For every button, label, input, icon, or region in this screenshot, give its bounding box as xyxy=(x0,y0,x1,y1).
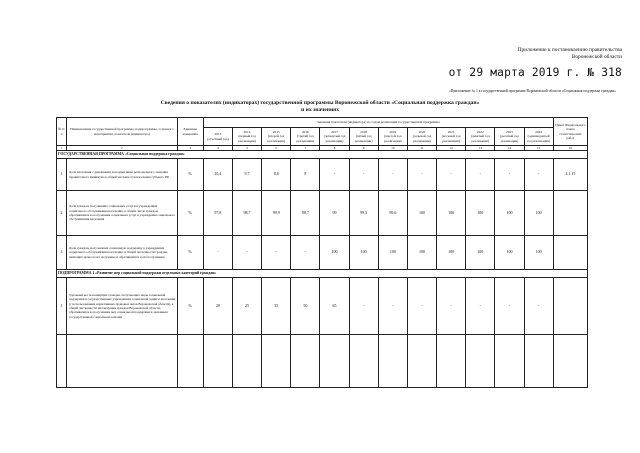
section-row xyxy=(57,270,588,278)
value-cell: 97,8 xyxy=(203,191,232,236)
indicator-name: Доля населения с денежными доходами ниже регионального значения прожиточного минимума в общей численности населения субъекта РФ xyxy=(67,159,178,191)
empty-cell xyxy=(553,335,587,388)
header-row-top xyxy=(57,118,588,128)
column-number: 3 xyxy=(177,146,203,151)
title-line-2: и их значениях xyxy=(301,107,339,113)
value-cell: - xyxy=(407,159,436,191)
value-cell: 99 xyxy=(320,191,349,236)
year-label: 2015 xyxy=(272,129,280,134)
empty-cell xyxy=(57,335,67,388)
value-cell: 100 xyxy=(495,236,524,270)
value-cell: 10,4 xyxy=(203,159,232,191)
table-row xyxy=(57,278,588,335)
section-row xyxy=(57,151,588,159)
value-cell: - xyxy=(349,278,378,335)
table-row-continuation xyxy=(57,335,588,388)
value-cell: 100 xyxy=(524,191,553,236)
row-number: 1 xyxy=(57,278,67,335)
year-note: (первый год реализации) xyxy=(238,134,256,143)
value-cell: - xyxy=(524,159,553,191)
col-header-unit: Единицы измерения xyxy=(177,118,203,146)
value-cell: - xyxy=(378,278,407,335)
column-number: 5 xyxy=(232,146,261,151)
value-cell: 99,9 xyxy=(262,191,291,236)
value-cell: - xyxy=(524,278,553,335)
value-cell: 35 xyxy=(262,278,291,335)
value-cell: - xyxy=(437,278,466,335)
value-cell: - xyxy=(232,236,261,270)
year-label: 2024 xyxy=(535,129,542,134)
value-cell: 100 xyxy=(407,191,436,236)
year-label: 2022 xyxy=(476,129,484,134)
column-number: 15 xyxy=(524,146,553,151)
value-cell: 65 xyxy=(320,278,349,335)
dept-cell xyxy=(553,278,587,335)
col-header-name: Наименование государственной программы, подпрограммы, основного мероприятия, показателя (индикатора) xyxy=(67,118,178,146)
year-label: 2019 xyxy=(389,129,397,134)
year-note: (седьмой год реализации) xyxy=(412,134,432,143)
document-title xyxy=(0,100,640,114)
value-cell: 25 xyxy=(232,278,261,335)
value-cell: 100 xyxy=(466,191,495,236)
year-note: (второй год реализации) xyxy=(267,134,286,143)
empty-cell xyxy=(320,335,349,388)
year-label: 2014 xyxy=(243,129,251,134)
year-header xyxy=(466,128,495,146)
value-cell: - xyxy=(291,236,320,270)
col-header-values-group: Значения показателя (индикатора) по годам реализации государственной программы xyxy=(203,118,553,128)
value-cell: - xyxy=(495,278,524,335)
year-label: 2021 xyxy=(447,129,455,134)
appendix-line-1: Приложение к постановлению правительства xyxy=(517,47,622,53)
empty-cell xyxy=(466,335,495,388)
year-note: (девятый год реализации) xyxy=(471,134,490,143)
value-cell: 100 xyxy=(524,236,553,270)
value-cell: 100 xyxy=(378,236,407,270)
column-number: 6 xyxy=(262,146,291,151)
col-header-num: № п/п xyxy=(57,118,67,146)
year-header xyxy=(203,128,232,146)
value-cell: 100 xyxy=(349,236,378,270)
empty-cell xyxy=(67,335,178,388)
unit-cell: % xyxy=(177,278,203,335)
value-cell: 98,7 xyxy=(232,191,261,236)
empty-cell xyxy=(349,335,378,388)
year-note: (восьмой год реализации) xyxy=(441,134,461,143)
value-cell: 9,7 xyxy=(232,159,261,191)
year-header xyxy=(407,128,436,146)
empty-cell xyxy=(378,335,407,388)
program-appendix-note: «Приложение № 1 к государственной программе Воронежской области «Социальная поддержка граждан» xyxy=(448,89,616,93)
year-note: (десятый год реализации) xyxy=(500,134,519,143)
value-cell: - xyxy=(437,159,466,191)
title-line-1: Сведения о показателях (индикаторах) государственной программы Воронежской области «Социальная поддержка граждан» xyxy=(160,100,480,106)
column-number: 2 xyxy=(67,146,178,151)
year-note: (четвертый год реализации) xyxy=(323,134,346,143)
year-header xyxy=(437,128,466,146)
column-number: 13 xyxy=(466,146,495,151)
year-header xyxy=(232,128,261,146)
column-number: 4 xyxy=(203,146,232,151)
year-header xyxy=(320,128,349,146)
column-number: 11 xyxy=(407,146,436,151)
year-note: (отчетный год) xyxy=(207,136,229,141)
year-note: (шестой год реализации) xyxy=(383,134,402,143)
value-cell: 100 xyxy=(320,236,349,270)
year-label: 2018 xyxy=(360,129,368,134)
value-cell: 100 xyxy=(495,191,524,236)
unit-cell: % xyxy=(177,236,203,270)
value-cell: 100 xyxy=(437,236,466,270)
dept-cell xyxy=(553,191,587,236)
indicator-name: Удельный вес малоимущих граждан, получающих меры социальной поддержки в государственных учреждениях социальной защиты населения (с использованием нормативных правовых актов Воронежской области), в общей численности малоимущих граждан Воронежской области, обратившихся за получением мер социальной поддержки и оказанием государственной социальной помощи xyxy=(67,278,178,335)
value-cell: - xyxy=(407,278,436,335)
column-number: 12 xyxy=(437,146,466,151)
column-number: 9 xyxy=(349,146,378,151)
year-note: (пятый год реализации) xyxy=(354,134,373,143)
value-cell: 100 xyxy=(466,236,495,270)
row-number: 3 xyxy=(57,236,67,270)
value-cell: - xyxy=(320,159,349,191)
value-cell: - xyxy=(466,159,495,191)
empty-cell xyxy=(291,335,320,388)
row-number: 2 xyxy=(57,191,67,236)
indicator-name: Доля граждан, получающих социальную поддержку в учреждениях социального обслуживания населения, в общей численности граждан, имеющих право на их получение и обратившихся за их получением xyxy=(67,236,178,270)
indicators-table xyxy=(56,117,588,388)
value-cell: - xyxy=(203,236,232,270)
table-row xyxy=(57,191,588,236)
row-number: 1 xyxy=(57,159,67,191)
empty-cell xyxy=(407,335,436,388)
column-number: 14 xyxy=(495,146,524,151)
column-number: 10 xyxy=(378,146,407,151)
empty-cell xyxy=(524,335,553,388)
table-row xyxy=(57,236,588,270)
year-label: 2020 xyxy=(418,129,426,134)
appendix-line-2: Воронежской области xyxy=(571,54,622,60)
column-number: 1 xyxy=(57,146,67,151)
value-cell: 8,8 xyxy=(262,159,291,191)
year-label: 2023 xyxy=(506,129,513,134)
year-label: 2016 xyxy=(301,129,309,134)
column-number: 16 xyxy=(553,146,587,151)
value-cell: 99,6 xyxy=(378,191,407,236)
year-header xyxy=(349,128,378,146)
year-header xyxy=(524,128,553,146)
empty-cell xyxy=(437,335,466,388)
section-subprogram-title: ПОДПРОГРАММА 1 «Развитие мер социальной поддержки отдельных категорий граждан» xyxy=(57,270,588,278)
year-note: (третий год реализации) xyxy=(296,134,315,143)
value-cell: 50 xyxy=(291,278,320,335)
decree-appendix-note xyxy=(518,47,622,61)
unit-cell: % xyxy=(177,159,203,191)
column-number: 7 xyxy=(291,146,320,151)
unit-cell: % xyxy=(177,191,203,236)
empty-cell xyxy=(495,335,524,388)
year-label: 2013 xyxy=(214,132,222,137)
value-cell: 8 xyxy=(291,159,320,191)
indicator-name: Доля граждан, получивших социальные услуги в учреждениях социального обслуживания населения, в общем числе граждан, обратившихся за получением социальных услуг в учреждения социального обслуживания населения xyxy=(67,191,178,236)
value-cell: 20 xyxy=(203,278,232,335)
value-cell: - xyxy=(495,159,524,191)
year-header xyxy=(291,128,320,146)
empty-cell xyxy=(262,335,291,388)
value-cell: 99,3 xyxy=(349,191,378,236)
year-header xyxy=(262,128,291,146)
value-cell: 98,7 xyxy=(291,191,320,236)
column-number: 8 xyxy=(320,146,349,151)
year-note: (одиннадцатый год реализации) xyxy=(527,134,551,143)
dept-cell: 2.1.15 xyxy=(553,159,587,191)
value-cell: - xyxy=(378,159,407,191)
col-header-dept: Пункт Федерального плана статистических работ xyxy=(553,118,587,146)
table-row xyxy=(57,159,588,191)
empty-cell xyxy=(177,335,203,388)
dept-cell xyxy=(553,236,587,270)
value-cell: - xyxy=(466,278,495,335)
value-cell: 100 xyxy=(437,191,466,236)
decree-date-number: от 29 марта 2019 г. № 318 xyxy=(448,66,622,79)
value-cell: - xyxy=(349,159,378,191)
year-header xyxy=(495,128,524,146)
value-cell: 100 xyxy=(407,236,436,270)
value-cell: - xyxy=(262,236,291,270)
empty-cell xyxy=(232,335,261,388)
section-program-title: ГОСУДАРСТВЕННАЯ ПРОГРАММА «Социальная поддержка граждан» xyxy=(57,151,588,159)
year-label: 2017 xyxy=(331,129,338,134)
year-header xyxy=(378,128,407,146)
empty-cell xyxy=(203,335,232,388)
